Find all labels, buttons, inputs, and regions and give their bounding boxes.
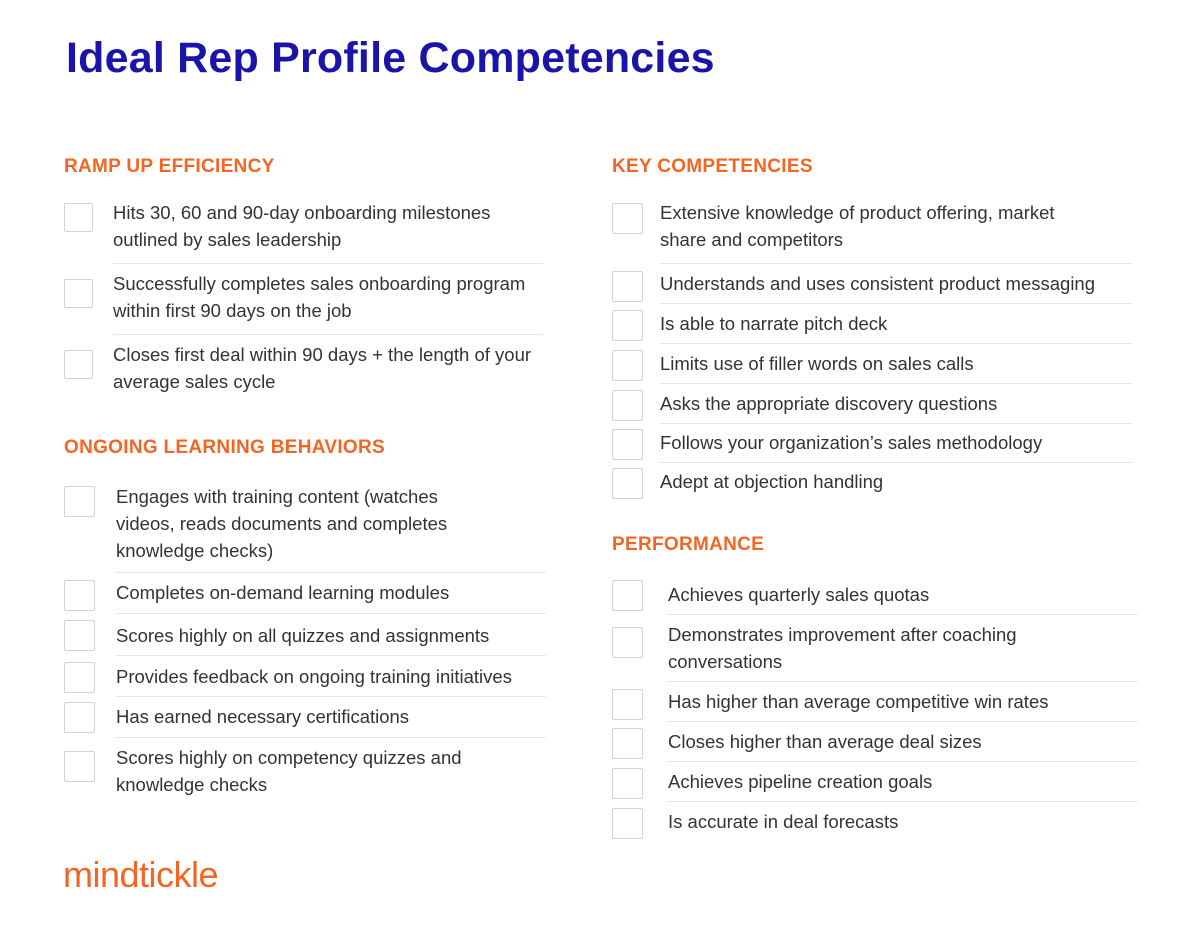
checklist-item [64,483,546,573]
section-heading: ONGOING LEARNING BEHAVIORS [64,437,385,458]
page-title: Ideal Rep Profile Competencies [66,34,715,82]
checklist-item [64,656,546,697]
checklist-item-text: Extensive knowledge of product offering, market share and competitors [660,199,1132,264]
checklist-item-text: Closes higher than average deal sizes [668,722,1138,762]
checklist-item-text: Closes first deal within 90 days + the length of your average sales cycle [113,344,532,392]
checklist-item [612,615,1138,682]
checkbox[interactable] [64,751,95,782]
checkbox[interactable] [612,390,643,421]
checklist-item [612,682,1138,722]
checkbox[interactable] [612,808,643,839]
mindtickle-logo: mindtickle [63,854,219,895]
checklist-item-text: Asks the appropriate discovery questions [660,384,1132,424]
checkbox[interactable] [612,580,643,611]
section-heading: KEY COMPETENCIES [612,156,813,177]
checklist-item [612,802,1138,839]
checklist-item [612,304,1134,344]
checklist-item-text: Completes on-demand learning modules [116,573,546,614]
checklist-item [64,264,544,335]
checklist-item-text: Scores highly on all quizzes and assignments [116,614,546,656]
checklist [64,199,544,395]
checklist-item-text: Limits use of filler words on sales calls [660,344,1132,384]
checklist-item-text: Achieves pipeline creation goals [668,762,1138,802]
checklist-item [64,573,546,614]
checklist-item [64,335,544,395]
checkbox[interactable] [612,310,643,341]
checklist [64,483,546,798]
section-performance [612,534,1138,839]
checklist [612,578,1138,839]
section-ramp-up-efficiency [64,156,544,395]
checklist-item-text: Is accurate in deal forecasts [668,811,899,832]
checklist-item-text: Achieves quarterly sales quotas [668,578,1138,615]
checklist-item [612,384,1134,424]
checkbox[interactable] [612,350,643,381]
checklist-item [612,578,1138,615]
checkbox[interactable] [64,486,95,517]
checkbox[interactable] [64,580,95,611]
checklist-item [64,697,546,738]
checklist-item [64,199,544,264]
checklist-item [612,424,1134,463]
checklist-item-text: Has earned necessary certifications [116,697,546,738]
checkbox[interactable] [64,279,93,308]
checkbox[interactable] [612,271,643,302]
checklist-item-text: Scores highly on competency quizzes and knowledge checks [116,747,462,795]
section-heading: RAMP UP EFFICIENCY [64,156,275,177]
checklist [612,199,1134,499]
checkbox[interactable] [64,203,93,232]
checklist-item [612,344,1134,384]
checklist-item-text: Demonstrates improvement after coaching conversations [668,615,1138,682]
checklist-item-text: Engages with training content (watches videos, reads documents and completes knowledge checks) [116,483,546,573]
checklist-item-text: Hits 30, 60 and 90-day onboarding milestones outlined by sales leadership [113,199,543,264]
checklist-item [612,762,1138,802]
checklist-item [612,264,1134,304]
checklist-item [612,722,1138,762]
section-ongoing-learning-behaviors [64,437,546,798]
checklist-item-text: Successfully completes sales onboarding program within first 90 days on the job [113,264,543,335]
checkbox[interactable] [64,350,93,379]
checklist-item-text: Understands and uses consistent product messaging [660,264,1132,304]
checkbox[interactable] [612,203,643,234]
checklist-item [612,199,1134,264]
checkbox[interactable] [64,662,95,693]
checklist-item-text: Has higher than average competitive win rates [668,682,1138,722]
checkbox[interactable] [612,627,643,658]
checklist-item-text: Provides feedback on ongoing training initiatives [116,656,546,697]
checkbox[interactable] [612,429,643,460]
checkbox[interactable] [64,620,95,651]
checklist-item [64,738,546,798]
checkbox[interactable] [64,702,95,733]
section-key-competencies [612,156,1134,499]
checklist-item [612,463,1134,499]
checklist-item-text: Is able to narrate pitch deck [660,304,1132,344]
checklist-item-text: Adept at objection handling [660,471,884,492]
checkbox[interactable] [612,728,643,759]
checkbox[interactable] [612,689,643,720]
checkbox[interactable] [612,768,643,799]
section-heading: PERFORMANCE [612,534,765,555]
checklist-item-text: Follows your organization’s sales methodology [660,424,1132,463]
checklist-item [64,614,546,656]
checkbox[interactable] [612,468,643,499]
